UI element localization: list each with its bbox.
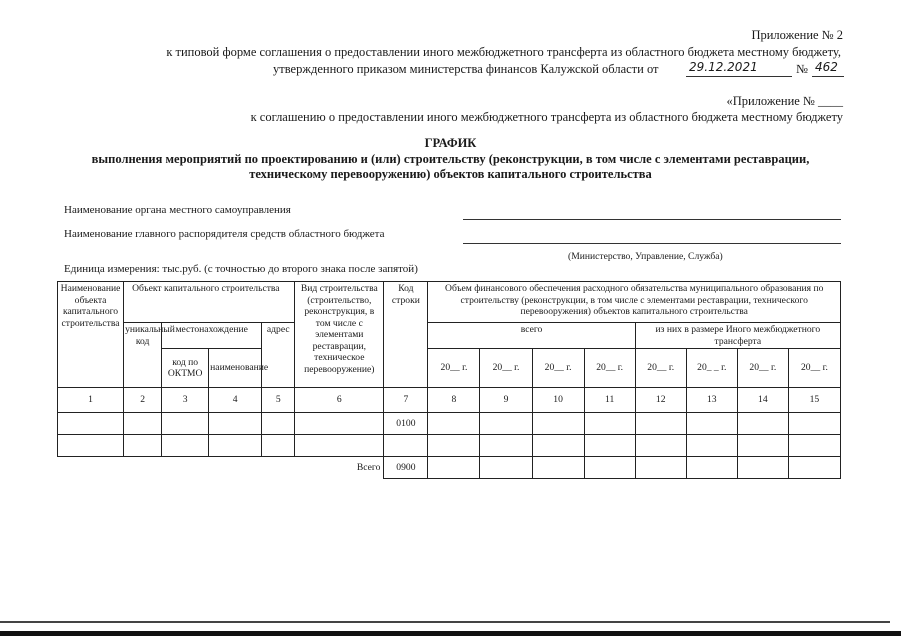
header-financing: Объем финансового обеспечения расходного обязательства муниципального образования по строительству (реконструкции, в том числе с элементами реставрации, технического перевооружения) объектов капитального строительства <box>428 282 841 323</box>
number-underline <box>812 76 844 77</box>
year-col-9: 20__ г. <box>480 349 532 388</box>
col-number: 15 <box>788 388 840 413</box>
table-row <box>58 413 841 435</box>
title-line-2: техническому перевооружению) объектов капитального строительства <box>249 167 652 181</box>
header-row-code: Код строки <box>384 282 428 388</box>
appendix-number: Приложение № 2 <box>751 28 843 42</box>
handwritten-date: 29.12.2021 <box>689 60 758 74</box>
col-number: 1 <box>58 388 124 413</box>
col-number: 2 <box>124 388 162 413</box>
scan-edge-bar <box>0 631 901 636</box>
year-col-15: 20__ г. <box>788 349 840 388</box>
title-line-1: выполнения мероприятий по проектированию и (или) строительству (реконструкции, в том числе с элементами реставрации, <box>91 152 810 166</box>
schedule-table <box>57 281 841 479</box>
table-total-row <box>58 457 841 479</box>
col-number: 3 <box>162 388 209 413</box>
total-label: Всего <box>58 457 384 479</box>
field-main-manager-label: Наименование главного распорядителя средств областного бюджета <box>64 228 385 240</box>
header-construction-type: Вид строительства (строительство, реконструкция, в том числе с элементами реставрации, техническое перевооружение) <box>295 282 384 388</box>
col-number: 7 <box>384 388 428 413</box>
date-underline <box>686 76 792 77</box>
col-number: 6 <box>295 388 384 413</box>
year-col-11: 20__ г. <box>584 349 635 388</box>
header-location: местонахождение <box>162 323 262 349</box>
col-number: 11 <box>584 388 635 413</box>
year-col-10: 20__ г. <box>532 349 584 388</box>
header-of-which: из них в размере Иного межбюджетного трансферта <box>635 323 840 349</box>
handwritten-number: 462 <box>815 60 838 74</box>
header-total: всего <box>428 323 635 349</box>
field-local-gov-label: Наименование органа местного самоуправления <box>64 204 291 216</box>
sub-appendix: «Приложение № ____ <box>726 94 843 108</box>
header-address: адрес <box>262 323 295 388</box>
field-main-manager-line <box>463 243 841 244</box>
year-col-12: 20__ г. <box>635 349 686 388</box>
year-col-13: 20_ _ г. <box>686 349 737 388</box>
header-naming: наименование <box>209 349 262 388</box>
col-number: 12 <box>635 388 686 413</box>
ministry-hint: (Министерство, Управление, Служба) <box>568 251 723 262</box>
col-number: 8 <box>428 388 480 413</box>
number-prefix: № <box>796 62 808 76</box>
col-number: 10 <box>532 388 584 413</box>
total-code-cell: 0900 <box>384 457 428 479</box>
header-line-1: к типовой форме соглашения о предоставлении иного межбюджетного трансферта из областного бюджета местному бюджету, <box>166 45 841 59</box>
header-unique-code: уникальный код <box>124 323 162 388</box>
header-object: Объект капитального строительства <box>124 282 295 323</box>
unit-label: Единица измерения: тыс.руб. (с точностью до второго знака после запятой) <box>64 263 418 275</box>
header-object-name: Наименование объекта капитального строительства <box>58 282 124 388</box>
col-number: 4 <box>209 388 262 413</box>
col-number: 13 <box>686 388 737 413</box>
year-col-14: 20__ г. <box>737 349 788 388</box>
field-local-gov-line <box>463 219 841 220</box>
row-code-cell: 0100 <box>384 413 428 435</box>
col-number: 14 <box>737 388 788 413</box>
col-number: 9 <box>480 388 532 413</box>
year-col-8: 20__ г. <box>428 349 480 388</box>
scan-edge-line <box>0 621 890 623</box>
header-line-2: утвержденного приказом министерства финансов Калужской области от <box>273 62 659 76</box>
sub-appendix-line: к соглашению о предоставлении иного межбюджетного трансферта из областного бюджета местному бюджету <box>250 110 843 124</box>
col-number: 5 <box>262 388 295 413</box>
header-oktmo: код по ОКТМО <box>162 349 209 388</box>
table-row <box>58 435 841 457</box>
page-title: ГРАФИК <box>424 136 477 150</box>
